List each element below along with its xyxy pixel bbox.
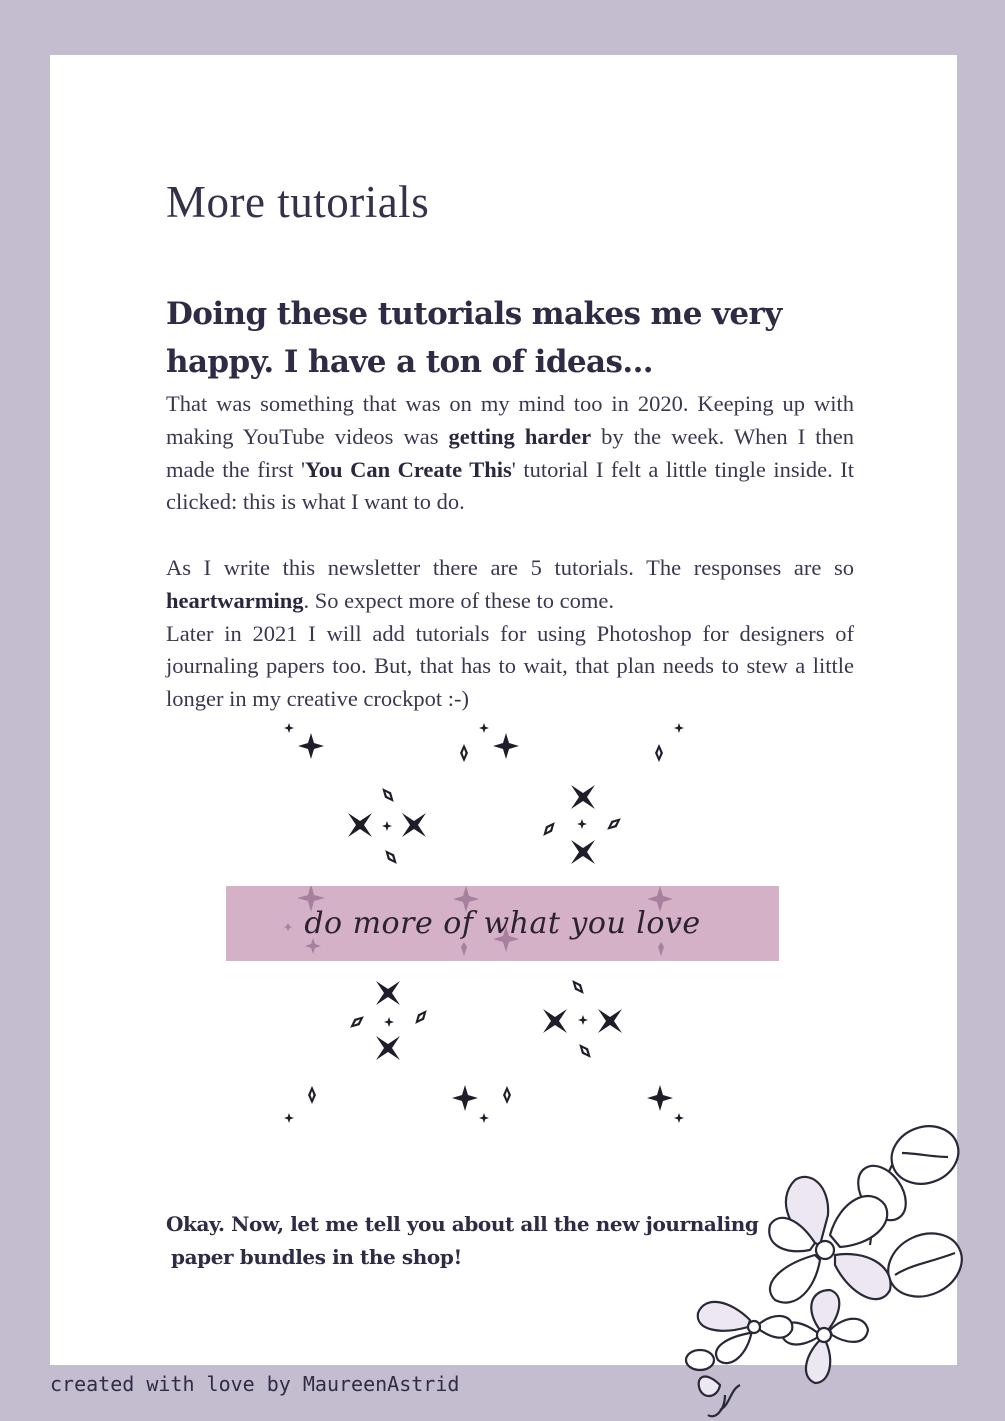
paragraph-1-text-a: That was something that was on my mind too in 2020. Keeping up with making YouTube videos was bbox=[166, 391, 854, 449]
page-title: More tutorials bbox=[166, 177, 430, 227]
sparkle-icon bbox=[376, 981, 400, 1005]
paragraph-3: Later in 2021 I will add tutorials for using Photoshop for designers of journaling papers too. But, that has to wait, that plan needs to stew a little longer in my creative crockpot :-) bbox=[166, 620, 854, 712]
sparkle-icon bbox=[569, 978, 587, 997]
sparkle-icon bbox=[402, 813, 426, 837]
sparkle-icon bbox=[382, 848, 400, 867]
sparkle-icon bbox=[298, 733, 324, 759]
closing-line-1: Okay. Now, let me tell you about all the new journaling bbox=[166, 1212, 759, 1236]
paragraph-1-text-b: by the week. When I then made the first ' bbox=[166, 423, 854, 482]
sparkle-icon bbox=[379, 786, 397, 805]
sparkle-icon bbox=[655, 744, 663, 762]
flower-illustration bbox=[670, 1115, 970, 1420]
sparkle-icon bbox=[577, 819, 587, 829]
sparkle-icon bbox=[571, 840, 595, 864]
sparkle-icon bbox=[479, 723, 489, 733]
sparkle-icon bbox=[348, 813, 372, 837]
sparkle-icon bbox=[308, 1086, 316, 1104]
sparkle-icon bbox=[348, 1013, 367, 1031]
sparkle-icon bbox=[412, 1008, 430, 1027]
sparkle-icon bbox=[647, 1085, 673, 1111]
paragraph-2-text-b: . So expect more of these to come. bbox=[303, 587, 615, 613]
banner-quote-text: do more of what you love bbox=[304, 906, 701, 941]
sparkle-icon bbox=[479, 1113, 489, 1123]
closing-line-2: paper bundles in the shop! bbox=[171, 1245, 462, 1269]
sparkle-icon bbox=[598, 1009, 622, 1033]
paragraph-1-text-c: ' tutorial I felt a little tingle inside. It clicked: this is what I want to do. bbox=[166, 456, 854, 515]
sparkle-icon bbox=[460, 744, 468, 762]
footer-credit: created with love by MaureenAstrid bbox=[50, 1372, 460, 1396]
paragraph-2-text-a: As I write this newsletter there are 5 tutorials. The responses are so bbox=[166, 554, 854, 580]
emphasis-getting-harder: getting harder bbox=[448, 423, 592, 449]
sparkle-icon bbox=[674, 723, 684, 733]
sparkle-icon bbox=[503, 1086, 511, 1104]
sparkle-icon bbox=[605, 815, 624, 833]
sparkle-icon bbox=[284, 1113, 294, 1123]
sparkle-icon bbox=[493, 733, 519, 759]
sparkle-icon bbox=[384, 1017, 394, 1027]
sparkle-icon bbox=[284, 723, 294, 733]
sparkle-icon bbox=[543, 1009, 567, 1033]
sparkle-icon bbox=[576, 1042, 594, 1061]
sparkle-icon bbox=[452, 1085, 478, 1111]
emphasis-heartwarming: heartwarming bbox=[166, 587, 304, 613]
subheading-line-1: Doing these tutorials makes me very bbox=[166, 296, 782, 332]
sparkle-icon bbox=[540, 820, 558, 839]
sparkle-icon bbox=[382, 821, 392, 831]
sparkle-icon bbox=[376, 1036, 400, 1060]
sparkle-icon bbox=[571, 785, 595, 809]
emphasis-tutorial-name: You Can Create This bbox=[305, 456, 512, 482]
sparkle-icon bbox=[578, 1015, 588, 1025]
subheading-line-2: happy. I have a ton of ideas... bbox=[166, 344, 653, 380]
quote-banner bbox=[226, 886, 779, 961]
